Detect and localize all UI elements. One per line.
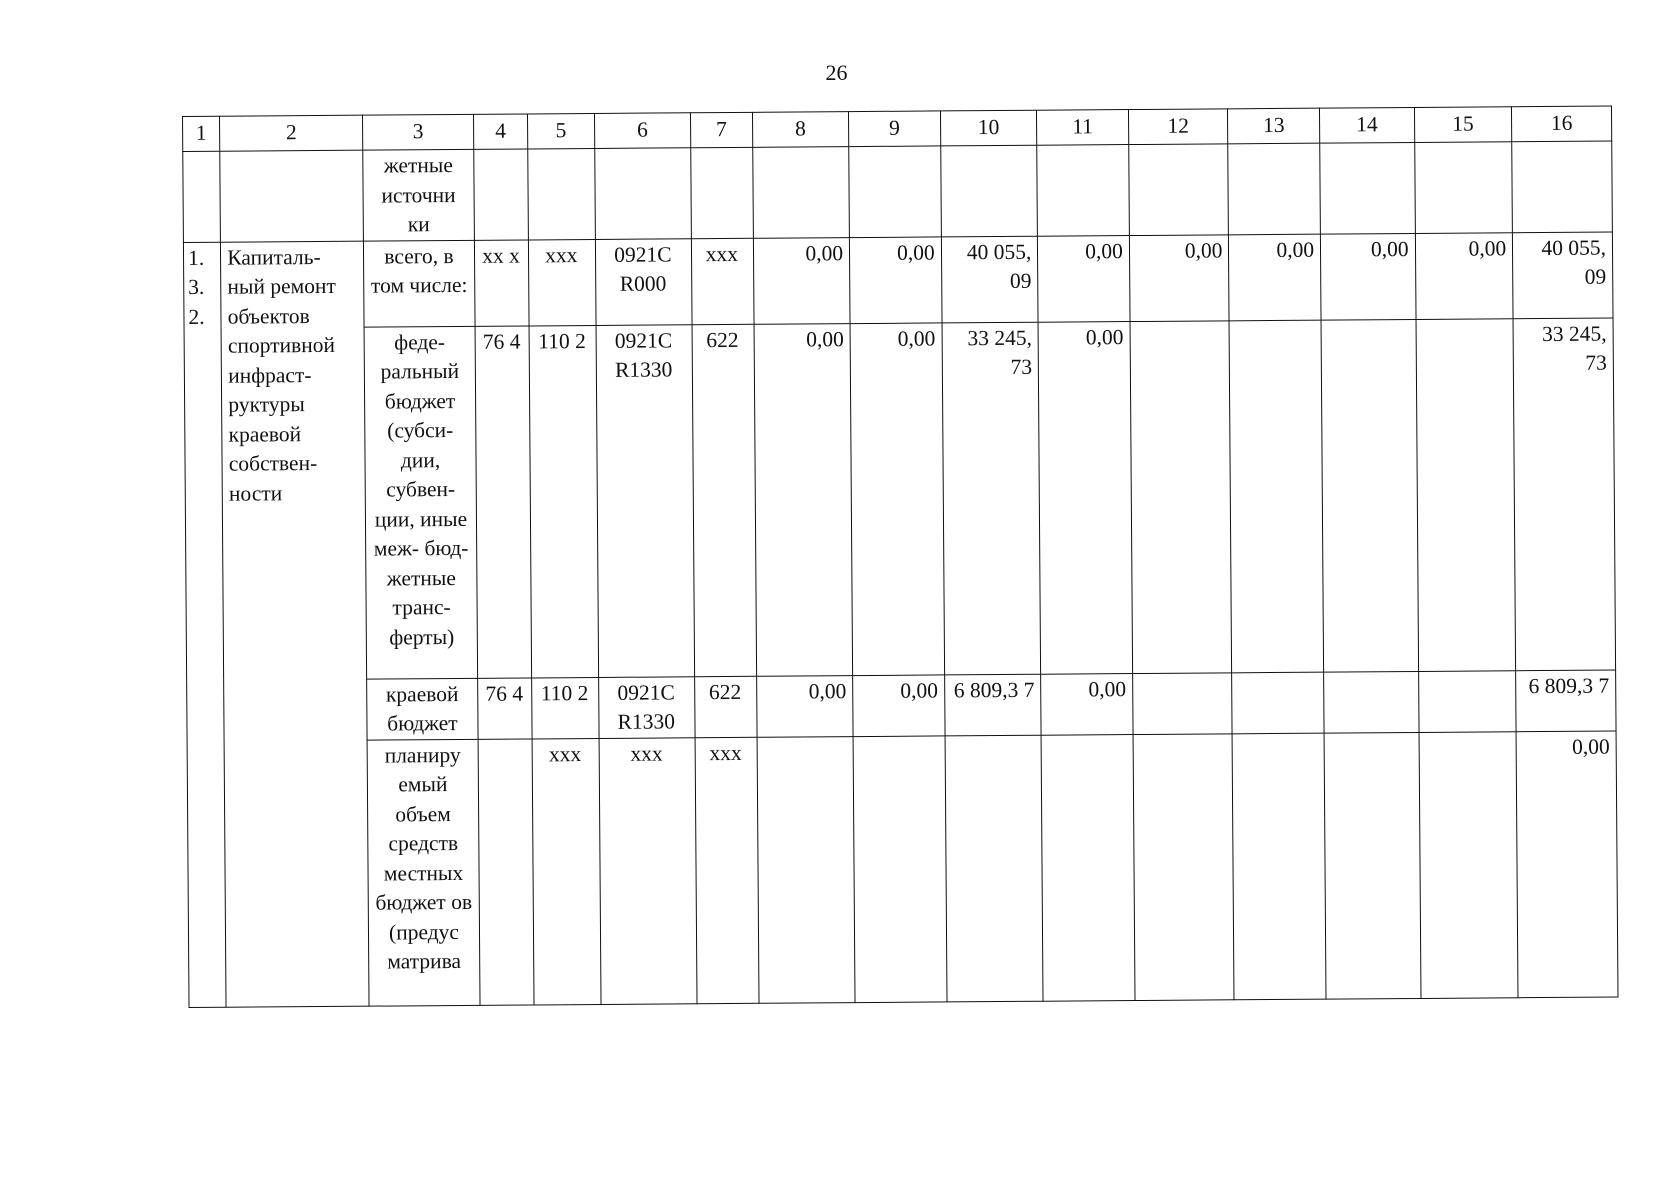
funding-source-cell: планиру емый объем средств местных бюджет ов (предус матрива xyxy=(367,739,480,1006)
value-cell xyxy=(752,147,849,238)
section-code-cell: xxx xyxy=(529,239,596,325)
value-cell: 0,00 xyxy=(853,674,945,736)
column-header: 4 xyxy=(473,114,528,149)
budget-table xyxy=(182,106,1618,1008)
total-value-cell: 6 809,3 7 xyxy=(1516,670,1616,732)
total-value-cell: 33 245, 73 xyxy=(1513,318,1615,671)
value-cell: 0,00 xyxy=(850,236,942,323)
column-header: 5 xyxy=(528,113,595,148)
value-cell xyxy=(1324,732,1421,999)
section-code-cell xyxy=(528,148,595,239)
funding-source-cell: феде- ральный бюджет (субси- дии, субвен- ции, иные меж- бюд- жетные транс- ферты) xyxy=(364,326,477,679)
value-cell xyxy=(1133,733,1235,1000)
value-cell: 0,00 xyxy=(756,675,853,737)
value-cell: 0,00 xyxy=(1320,233,1415,320)
column-header: 14 xyxy=(1319,107,1414,143)
row-number-cell xyxy=(183,151,221,242)
grbs-code-cell: 76 4 xyxy=(477,677,532,738)
target-article-cell: 0921C R1330 xyxy=(598,676,695,738)
value-cell xyxy=(1320,142,1415,233)
table-row xyxy=(187,670,1616,741)
expense-type-cell: xxx xyxy=(692,238,754,324)
grbs-code-cell xyxy=(474,149,529,240)
grbs-code-cell: 76 4 xyxy=(475,325,532,677)
value-cell xyxy=(1416,318,1516,671)
value-cell: 0,00 xyxy=(1229,234,1321,321)
value-cell xyxy=(1321,319,1418,672)
target-article-cell: 0921C R1330 xyxy=(596,324,695,677)
value-cell xyxy=(853,735,947,1002)
value-cell: 0,00 xyxy=(754,323,853,676)
grbs-code-cell xyxy=(478,738,534,1004)
value-cell xyxy=(1037,145,1129,236)
value-cell: 0,00 xyxy=(1415,232,1513,319)
total-value-cell xyxy=(1512,141,1612,232)
table-row xyxy=(184,318,1616,680)
column-header: 13 xyxy=(1228,108,1320,144)
value-cell xyxy=(1129,144,1229,235)
column-header: 2 xyxy=(220,115,363,151)
value-cell: 0,00 xyxy=(753,237,850,324)
value-cell xyxy=(1324,671,1419,733)
value-cell xyxy=(1132,672,1232,734)
value-cell: 6 809,3 7 xyxy=(944,674,1041,736)
total-value-cell: 0,00 xyxy=(1516,731,1618,998)
column-header: 11 xyxy=(1037,110,1129,146)
value-cell xyxy=(940,145,1037,236)
value-cell xyxy=(1041,734,1135,1001)
column-header: 7 xyxy=(691,112,753,147)
value-cell: 33 245, 73 xyxy=(942,322,1041,675)
value-cell xyxy=(1419,731,1519,998)
column-header: 1 xyxy=(183,116,220,151)
value-cell: 0,00 xyxy=(1129,234,1229,321)
value-cell: 40 055, 09 xyxy=(941,236,1038,323)
funding-source-cell: краевой бюджет xyxy=(367,678,478,740)
column-header: 15 xyxy=(1414,107,1512,143)
column-header: 3 xyxy=(363,114,474,150)
value-cell xyxy=(1418,670,1516,732)
section-code-cell: xxx xyxy=(532,738,600,1004)
grbs-code-cell: xx x xyxy=(474,239,529,325)
total-value-cell: 40 055, 09 xyxy=(1513,232,1613,319)
value-cell xyxy=(1130,320,1232,673)
value-cell xyxy=(1232,672,1324,734)
table-row xyxy=(183,141,1613,242)
value-cell xyxy=(1414,142,1512,233)
value-cell xyxy=(1233,733,1327,1000)
expense-type-cell: 622 xyxy=(692,324,756,676)
event-name-cell: Капиталь- ный ремонт объектов спортивной инфраст- руктуры краевой собствен- ности xyxy=(221,241,369,1007)
column-header: 9 xyxy=(849,111,941,147)
page-number: 26 xyxy=(825,60,848,85)
table-row xyxy=(187,731,1618,1007)
column-header: 6 xyxy=(594,113,691,149)
funding-source-cell: жетные источни ки xyxy=(363,149,474,240)
value-cell: 0,00 xyxy=(850,322,944,675)
column-header: 10 xyxy=(940,110,1037,146)
section-code-cell: 110 2 xyxy=(529,325,598,677)
expense-type-cell: 622 xyxy=(695,676,757,737)
value-cell xyxy=(757,736,856,1003)
event-name-cell xyxy=(220,150,364,242)
target-article-cell: xxx xyxy=(599,737,698,1004)
value-cell: 0,00 xyxy=(1038,235,1130,322)
table-row xyxy=(183,232,1613,328)
value-cell: 0,00 xyxy=(1041,673,1133,735)
value-cell xyxy=(1228,143,1320,234)
row-number-cell: 1. 3. 2. xyxy=(183,242,226,1007)
column-header: 8 xyxy=(752,112,849,148)
column-header: 12 xyxy=(1128,109,1228,145)
section-code-cell: 110 2 xyxy=(532,677,599,738)
value-cell xyxy=(849,146,941,237)
value-cell xyxy=(1229,320,1323,673)
target-article-cell xyxy=(594,148,691,239)
value-cell: 0,00 xyxy=(1038,321,1132,674)
target-article-cell: 0921C R000 xyxy=(595,238,692,325)
column-header: 16 xyxy=(1512,106,1612,142)
funding-source-cell: всего, в том числе: xyxy=(364,240,475,327)
value-cell xyxy=(945,735,1044,1002)
expense-type-cell xyxy=(691,147,753,238)
expense-type-cell: xxx xyxy=(695,737,758,1003)
